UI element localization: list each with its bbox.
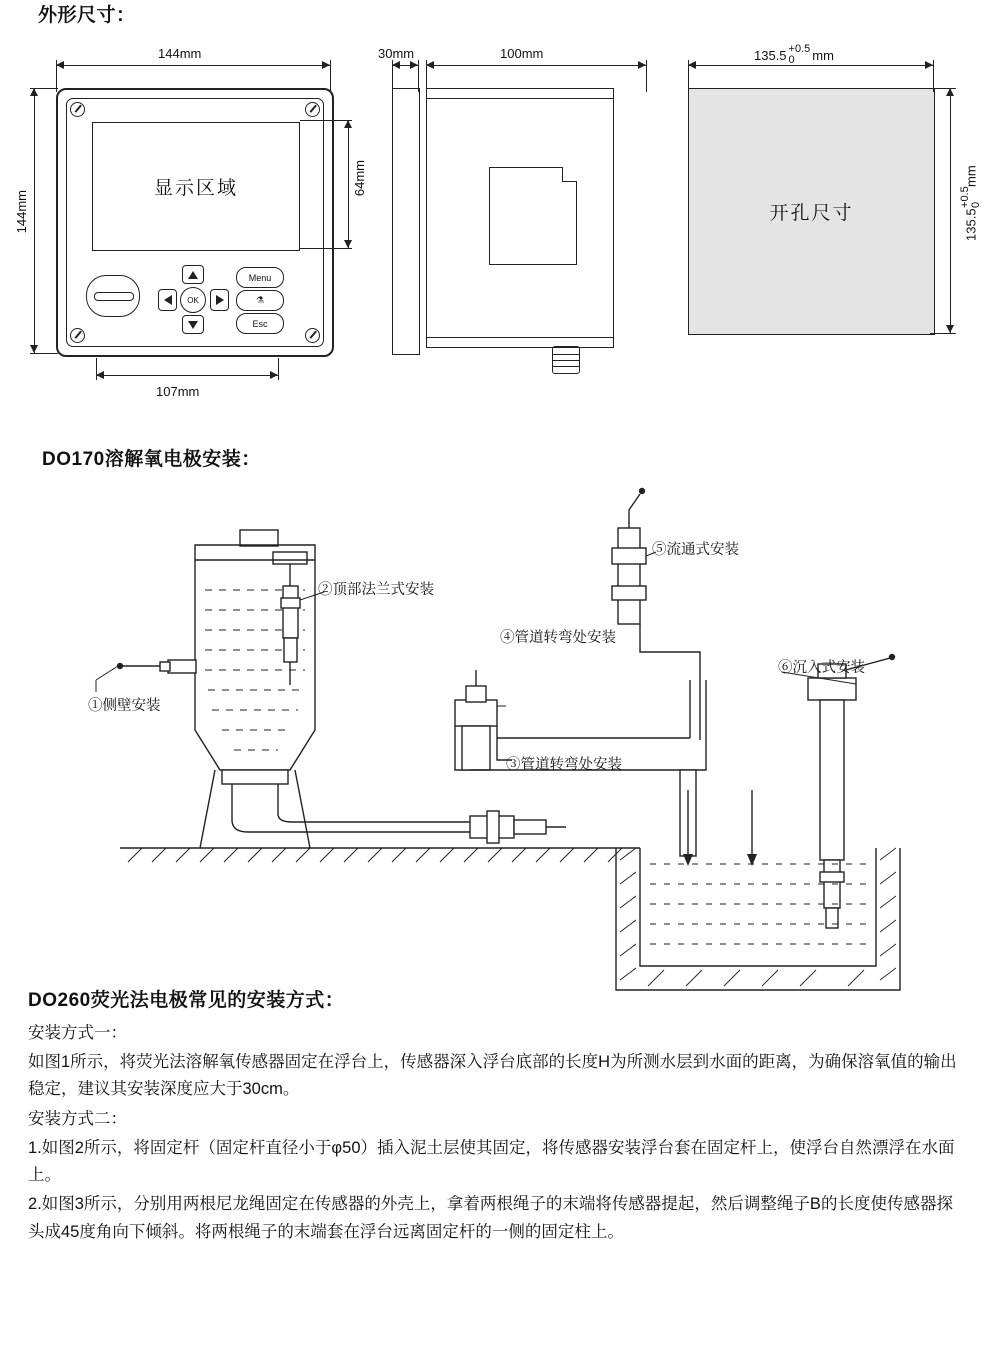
dimension-line-front-height (34, 88, 35, 353)
arrow-left-icon (426, 61, 434, 69)
up-arrow-button[interactable] (182, 265, 204, 284)
dimension-line-screen-height (348, 120, 349, 248)
cutout-width-tol-dn: 0 (788, 54, 795, 66)
rotary-knob-icon[interactable] (86, 275, 140, 317)
side-flange (392, 88, 420, 355)
arrow-up-icon (30, 88, 38, 96)
left-arrow-button[interactable] (158, 289, 177, 311)
paragraph-4: 2.如图3所示，分别用两根尼龙绳固定在传感器的外壳上，拿着两根绳子的末端将传感器提起，然后调整绳子B的长度使传感器探头成45度角向下倾斜。将两根绳子的末端套在浮台远离固定杆的一侧的固定柱上。 (28, 1195, 953, 1241)
extension-line (426, 60, 427, 92)
dimension-line-front-bottom (96, 375, 278, 376)
arrow-left-icon (96, 371, 104, 379)
extension-line (418, 60, 419, 92)
panel-cutout: 开孔尺寸 (688, 88, 935, 335)
label-front-height: 144mm (14, 190, 29, 234)
arrow-right-icon (216, 295, 224, 305)
arrow-left-icon (392, 61, 400, 69)
section-title-do170: DO170溶解氧电极安装： (42, 449, 261, 470)
screw-icon (70, 328, 85, 343)
arrow-right-icon (322, 61, 330, 69)
dpad (158, 267, 228, 331)
paragraph-3: 1.如图2所示，将固定杆（固定杆直径小于φ50）插入泥土层使其固定，将传感器安装浮台套在固定杆上，使浮台自然漂浮在水面上。 (28, 1138, 955, 1185)
extension-line (278, 358, 279, 380)
label-front-bottom-width: 107mm (156, 384, 200, 399)
arrow-down-icon (946, 325, 954, 333)
callout-1: ①侧壁安装 (88, 698, 161, 714)
menu-button[interactable]: Menu (236, 267, 284, 288)
cutout-height-tol-dn: 0 (970, 202, 982, 209)
right-arrow-button[interactable] (210, 289, 229, 311)
meter-front-view (56, 88, 334, 357)
esc-button[interactable]: Esc (236, 313, 284, 334)
cutout-width-unit: mm (812, 47, 834, 63)
callout-5: ⑤流通式安装 (652, 542, 739, 558)
label-flange-thickness: 30mm (378, 46, 415, 61)
extension-line (646, 60, 647, 92)
arrow-right-icon (410, 61, 418, 69)
cutout-height-tol-up: +0.5 (959, 186, 971, 209)
callout-3: ③管道转弯处安装 (506, 757, 622, 773)
keypad (86, 267, 306, 333)
extension-line (930, 88, 956, 89)
callout-2: ②顶部法兰式安装 (318, 582, 434, 598)
do260-body-text (28, 1020, 966, 1248)
dimension-line-front-width (56, 65, 330, 66)
callout-4: ④管道转弯处安装 (500, 630, 616, 646)
ok-button[interactable]: OK (180, 287, 206, 313)
arrow-right-icon (270, 371, 278, 379)
down-arrow-button[interactable] (182, 315, 204, 334)
side-body (426, 88, 614, 348)
extension-line (30, 88, 58, 89)
arrow-right-icon (925, 61, 933, 69)
cutout-height-unit: mm (963, 165, 979, 187)
cal-button[interactable]: ⚗ (236, 290, 284, 311)
display-area: 显示区域 (92, 122, 300, 251)
arrow-down-icon (30, 345, 38, 353)
arrow-right-icon (638, 61, 646, 69)
extension-line (30, 353, 58, 354)
installation-svg (0, 470, 990, 1030)
callout-6: ⑥沉入式安装 (778, 660, 865, 676)
cable-gland-icon (552, 346, 580, 374)
cutout-height-value: 135.5 (963, 208, 979, 241)
extension-line (688, 60, 689, 92)
section-title-do260: DO260荧光法电极常见的安装方式： (28, 990, 345, 1011)
section-title-dimensions: 外形尺寸： (38, 5, 136, 26)
extension-line (300, 120, 352, 121)
label-depth: 100mm (500, 46, 544, 61)
arrow-up-icon (946, 88, 954, 96)
arrow-left-icon (164, 295, 172, 305)
meter-side-view (392, 88, 667, 353)
do170-installation-diagram (0, 470, 990, 1030)
screw-icon (70, 102, 85, 117)
label-cutout-height (958, 165, 984, 241)
arrow-down-icon (188, 321, 198, 329)
cutout-width-value: 135.5 (754, 47, 787, 63)
arrow-left-icon (56, 61, 64, 69)
extension-line (300, 248, 352, 249)
extension-line (392, 60, 393, 92)
screw-icon (305, 328, 320, 343)
arrow-up-icon (344, 120, 352, 128)
side-cutout-shape (489, 167, 577, 265)
screw-icon (305, 102, 320, 117)
paragraph-1: 如图1所示，将荧光法溶解氧传感器固定在浮台上，传感器深入浮台底部的长度H为所测水层到水面的距离，为确保溶氧值的输出稳定，建议其安装深度应大于30cm。 (28, 1053, 957, 1099)
dimension-line-depth (426, 65, 646, 66)
arrow-up-icon (188, 271, 198, 279)
extension-line (330, 60, 331, 92)
label-cutout-width (754, 44, 834, 66)
arrow-left-icon (688, 61, 696, 69)
paragraph-0: 安装方式一： (28, 1024, 127, 1042)
dimension-line-cutout-height (950, 88, 951, 333)
paragraph-2: 安装方式二： (28, 1109, 127, 1128)
extension-line (96, 358, 97, 380)
cutout-width-tol-up: +0.5 (788, 43, 811, 55)
extension-line (930, 333, 956, 334)
arrow-down-icon (344, 240, 352, 248)
label-front-width: 144mm (158, 46, 202, 61)
label-screen-height: 64mm (352, 160, 367, 197)
